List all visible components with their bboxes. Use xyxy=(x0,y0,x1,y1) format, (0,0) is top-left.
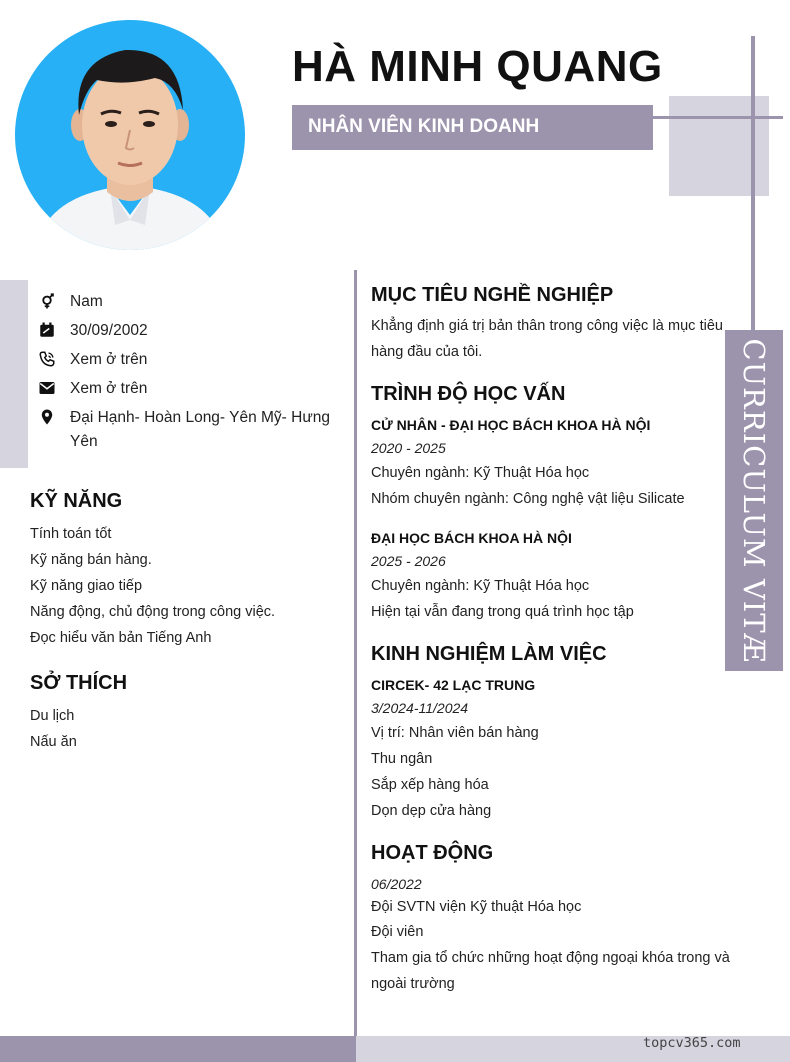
phone-value[interactable]: Xem ở trên xyxy=(70,351,148,368)
birthday-value: 30/09/2002 xyxy=(70,322,148,339)
experience-period: 3/2024-11/2024 xyxy=(371,700,469,716)
curriculum-vitae-label: CURRICULUM VITÆ xyxy=(737,337,771,664)
objective-heading: MỤC TIÊU NGHỀ NGHIỆP xyxy=(371,284,614,306)
experience-line: Sắp xếp hàng hóa xyxy=(371,777,489,793)
education-period: 2020 - 2025 xyxy=(371,440,446,456)
column-divider xyxy=(354,270,357,1040)
contact-birthday xyxy=(38,319,338,343)
activities-heading: HOẠT ĐỘNG xyxy=(371,842,494,864)
decorative-horizontal-line xyxy=(650,116,783,119)
experience-line: Vị trí: Nhân viên bán hàng xyxy=(371,725,539,741)
skill-item: Kỹ năng bán hàng. xyxy=(30,552,152,568)
hobbies-heading: SỞ THÍCH xyxy=(30,672,128,694)
email-value[interactable]: Xem ở trên xyxy=(70,380,148,397)
contact-address xyxy=(38,406,338,454)
activity-line: Đội SVTN viện Kỹ thuật Hóa học xyxy=(371,899,582,915)
contact-gender xyxy=(38,290,338,314)
activities-period: 06/2022 xyxy=(371,876,422,892)
contact-email xyxy=(38,377,338,401)
phone-icon xyxy=(38,350,58,370)
experience-company: CIRCEK- 42 LẠC TRUNG xyxy=(371,677,536,693)
job-title: NHÂN VIÊN KINH DOANH xyxy=(308,116,540,137)
location-pin-icon xyxy=(38,408,58,428)
activity-description: Tham gia tổ chức những hoạt động ngoại khóa trong và ngoài trường xyxy=(371,950,730,992)
avatar xyxy=(15,20,245,250)
left-accent-stripe xyxy=(0,280,28,468)
education-line: Hiện tại vẫn đang trong quá trình học tập xyxy=(371,604,634,620)
education-school: CỬ NHÂN - ĐẠI HỌC BÁCH KHOA HÀ NỘI xyxy=(371,417,651,433)
education-line: Nhóm chuyên ngành: Công nghệ vật liệu Silicate xyxy=(371,491,685,507)
experience-line: Thu ngân xyxy=(371,751,433,767)
candidate-name: HÀ MINH QUANG xyxy=(292,42,663,91)
gender-icon xyxy=(38,292,58,312)
hobby-item: Nấu ăn xyxy=(30,734,77,750)
objective-text: Khẳng định giá trị bản thân trong công việc là mục tiêu hàng đầu của tôi. xyxy=(371,318,723,360)
skill-item: Kỹ năng giao tiếp xyxy=(30,578,143,594)
skill-item: Đọc hiểu văn bản Tiếng Anh xyxy=(30,630,212,646)
experience-line: Dọn dẹp cửa hàng xyxy=(371,803,492,819)
hobby-item: Du lịch xyxy=(30,708,75,724)
portrait-photo xyxy=(15,20,245,250)
gender-value: Nam xyxy=(70,293,103,310)
education-school: ĐẠI HỌC BÁCH KHOA HÀ NỘI xyxy=(371,530,572,546)
decorative-vertical-line xyxy=(751,36,755,336)
education-line: Chuyên ngành: Kỹ Thuật Hóa học xyxy=(371,578,590,594)
calendar-icon xyxy=(38,321,58,341)
footer-bar-dark xyxy=(0,1036,356,1062)
experience-heading: KINH NGHIỆM LÀM VIỆC xyxy=(371,643,607,665)
curriculum-vitae-banner xyxy=(725,330,783,671)
education-period: 2025 - 2026 xyxy=(371,553,446,569)
watermark-text: topcv365.com xyxy=(643,1035,741,1051)
education-heading: TRÌNH ĐỘ HỌC VẤN xyxy=(371,383,566,405)
skill-item: Năng động, chủ động trong công việc. xyxy=(30,604,276,620)
address-value: Đại Hạnh- Hoàn Long- Yên Mỹ- Hưng Yên xyxy=(70,409,330,450)
envelope-icon xyxy=(38,379,58,399)
activity-line: Đội viên xyxy=(371,924,424,940)
skill-item: Tính toán tốt xyxy=(30,526,112,542)
education-line: Chuyên ngành: Kỹ Thuật Hóa học xyxy=(371,465,590,481)
contact-phone xyxy=(38,348,338,372)
skills-heading: KỸ NĂNG xyxy=(30,490,123,512)
